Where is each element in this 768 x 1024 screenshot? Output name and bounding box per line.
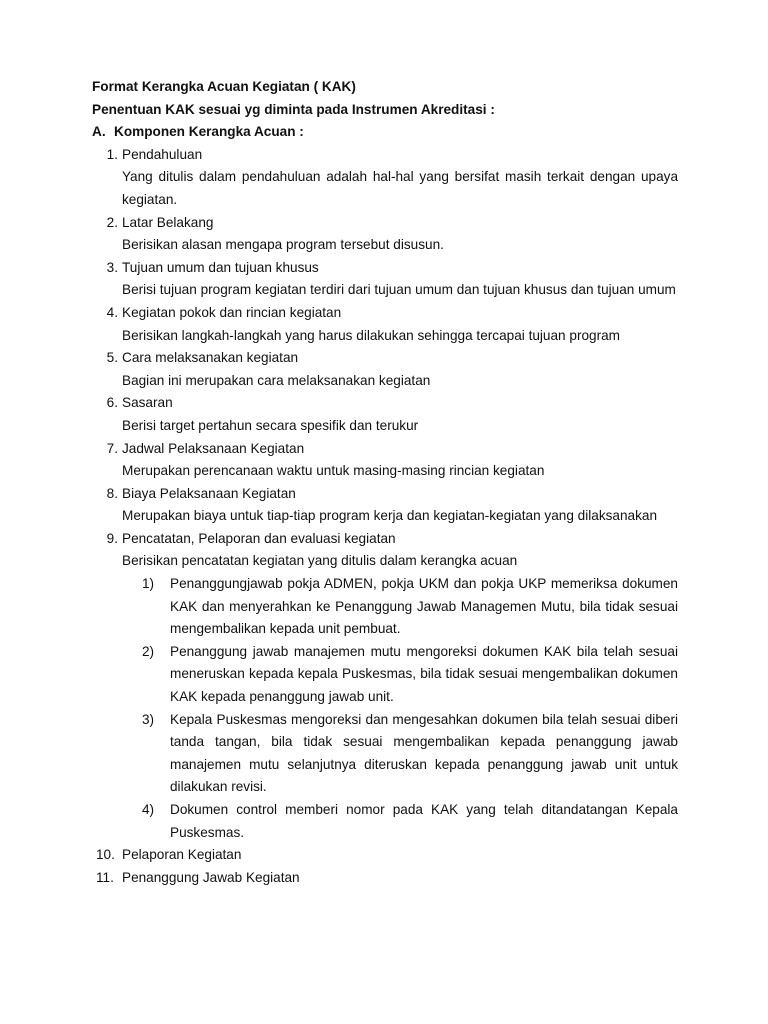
list-item-title: Tujuan umum dan tujuan khusus xyxy=(122,259,319,275)
list-item-description: Merupakan biaya untuk tiap-tiap program kerja dan kegiatan-kegiatan yang dilaksanakan xyxy=(122,508,658,524)
list-item-title: Pelaporan Kegiatan xyxy=(122,847,242,863)
list-item-1 xyxy=(96,144,678,212)
list-item-number: 11. xyxy=(96,869,114,885)
list-item-number: 8. xyxy=(106,485,118,501)
list-item-8 xyxy=(96,483,678,528)
list-item-description: Berisikan alasan mengapa program tersebut disusun. xyxy=(122,237,444,253)
list-item-title: Biaya Pelaksanaan Kegiatan xyxy=(122,485,296,501)
sub-list-item-text: Kepala Puskesmas mengoreksi dan mengesahkan dokumen bila telah sesuai diberi tanda tangan, bila tidak sesuai mengembalikan kepada penanggung jawab manajemen mutu selanjutnya diteruskan kepada penanggung jawab unit untuk dilakukan revisi. xyxy=(170,711,678,795)
list-item-title: Pendahuluan xyxy=(122,146,203,162)
list-item-description: Berisi target pertahun secara spesifik dan terukur xyxy=(122,417,419,433)
sub-list-item-text: Penanggungjawab pokja ADMEN, pokja UKM dan pokja UKP memeriksa dokumen KAK dan menyerahkan ke Penanggung Jawab Managemen Mutu, bila tidak sesuai mengembalikan kepada unit pembuat. xyxy=(170,576,678,637)
list-item-description: Bagian ini merupakan cara melaksanakan kegiatan xyxy=(122,372,431,388)
list-item-number: 9. xyxy=(106,530,118,546)
sub-list-item-3 xyxy=(142,709,678,799)
list-item-number: 6. xyxy=(106,395,118,411)
sub-list-item-4 xyxy=(142,799,678,844)
list-item-description: Merupakan perencanaan waktu untuk masing-masing rincian kegiatan xyxy=(122,463,545,479)
list-item-number: 3. xyxy=(106,259,118,275)
list-item-title: Jadwal Pelaksanaan Kegiatan xyxy=(122,440,305,456)
list-item-9 xyxy=(96,528,678,844)
sub-list-item-1 xyxy=(142,573,678,641)
document-page xyxy=(92,76,678,889)
section-a-title: Komponen Kerangka Acuan : xyxy=(114,124,304,140)
list-item-number: 5. xyxy=(106,350,118,366)
sub-list-item-number: 4) xyxy=(142,802,155,817)
document-subtitle: Penentuan KAK sesuai yg diminta pada Instrumen Akreditasi : xyxy=(92,101,495,117)
list-item-title: Penanggung Jawab Kegiatan xyxy=(122,869,300,885)
list-item-title: Pencatatan, Pelaporan dan evaluasi kegiatan xyxy=(122,530,396,546)
sub-list-item-text: Penanggung jawab manajemen mutu mengoreksi dokumen KAK bila telah sesuai meneruskan kepada kepala Puskesmas, bila tidak sesuai mengembalikan dokumen KAK kepada penanggung jawab unit. xyxy=(170,643,678,705)
list-item-title: Latar Belakang xyxy=(122,214,214,230)
sub-list-item-number: 2) xyxy=(142,643,155,659)
list-item-4 xyxy=(96,302,678,347)
sub-list xyxy=(122,573,678,844)
list-item-title: Sasaran xyxy=(122,395,173,411)
list-item-7 xyxy=(96,438,678,483)
sub-list-item-number: 3) xyxy=(142,711,155,727)
list-item-3 xyxy=(96,257,678,302)
sub-list-item-text: Dokumen control memberi nomor pada KAK yang telah ditandatangan Kepala Puskesmas. xyxy=(170,802,678,840)
document-title: Format Kerangka Acuan Kegiatan ( KAK) xyxy=(92,79,356,94)
list-item-number: 7. xyxy=(106,440,118,456)
list-item-2 xyxy=(96,212,678,257)
list-item-description: Berisikan pencatatan kegiatan yang ditulis dalam kerangka acuan xyxy=(122,553,518,569)
list-item-number: 4. xyxy=(106,304,118,320)
list-item-11 xyxy=(96,867,678,890)
list-item-number: 1. xyxy=(106,146,118,162)
sub-list-item-2 xyxy=(142,641,678,709)
list-item-number: 10. xyxy=(96,847,115,863)
list-item-title: Kegiatan pokok dan rincian kegiatan xyxy=(122,304,342,320)
list-item-title: Cara melaksanakan kegiatan xyxy=(122,350,299,366)
list-item-5 xyxy=(96,347,678,392)
section-a-heading xyxy=(92,121,678,144)
list-item-description: Berisikan langkah-langkah yang harus dilakukan sehingga tercapai tujuan program xyxy=(122,327,620,343)
sub-list-item-number: 1) xyxy=(142,576,155,592)
list-item-description: Berisi tujuan program kegiatan terdiri dari tujuan umum dan tujuan khusus dan tujuan umum xyxy=(122,282,676,298)
list-item-10 xyxy=(96,844,678,867)
list-item-number: 2. xyxy=(106,214,118,230)
list-item-description: Yang ditulis dalam pendahuluan adalah hal-hal yang bersifat masih terkait dengan upaya kegiatan. xyxy=(122,169,678,207)
section-a-label: A. xyxy=(92,124,106,140)
list-item-6 xyxy=(96,392,678,437)
